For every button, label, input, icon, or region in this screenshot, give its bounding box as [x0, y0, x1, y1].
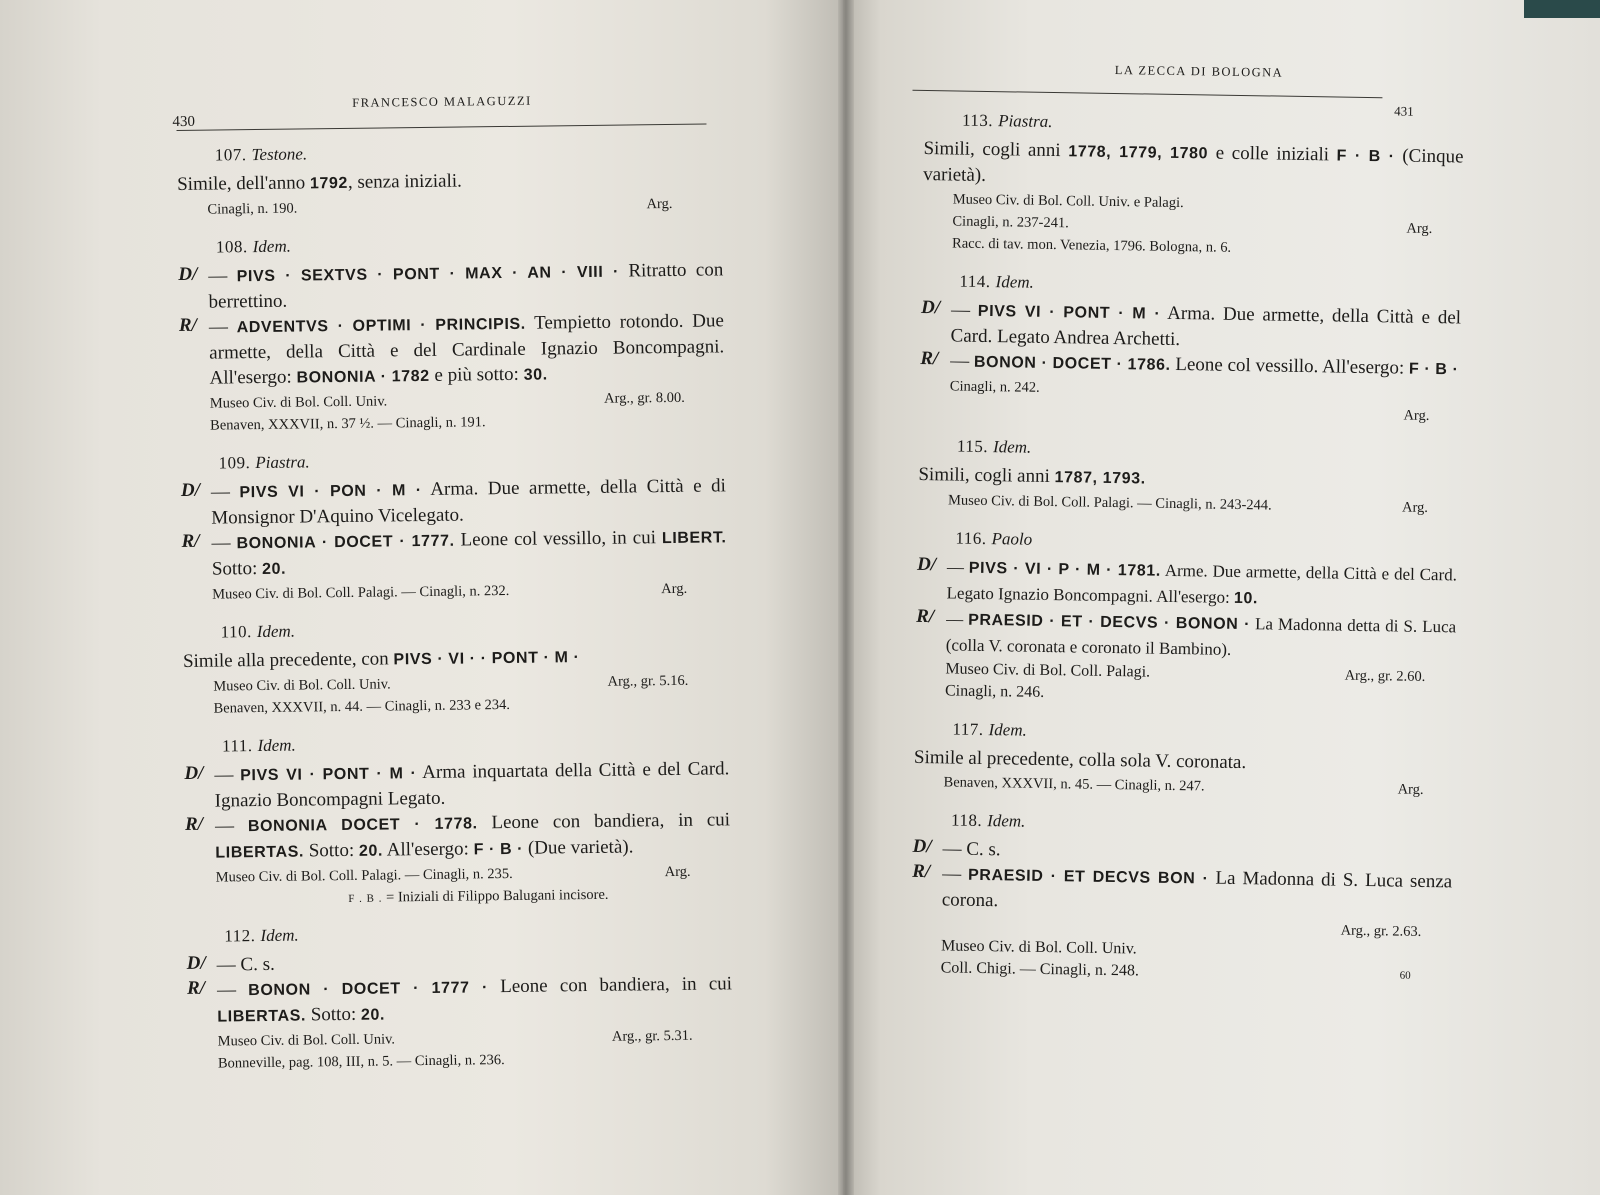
exergue-legend: F · B ·	[473, 840, 524, 859]
reference-text: Cinagli, n. 237-241.	[952, 213, 1069, 232]
entry-number: 118.	[950, 810, 983, 830]
initials-bold: F · B ·	[1336, 147, 1395, 166]
obverse-description: C. s.	[966, 838, 1001, 861]
text-segment: (Due varietà).	[523, 836, 634, 859]
reference-text: Museo Civ. di Bol. Coll. Univ. e Palagi.	[952, 191, 1184, 212]
obverse-symbol: D/	[186, 952, 206, 974]
entry-118	[911, 810, 1454, 986]
obverse-symbol: D/	[920, 296, 941, 319]
reference-text: Museo Civ. di Bol. Coll. Univ.	[940, 937, 1137, 958]
entry-heading	[180, 447, 725, 474]
reverse-line: R/ — ADVENTVS · OPTIMI · PRINCIPIS. Tempietto rotondo. Due armette, della Città e del Cardinale Ignazio Boncompagni. All'esergo: BONONIA · 1782 e più sotto: 30.	[179, 308, 725, 392]
reverse-legend: PRAESID · ET · DECVS · BONON ·	[968, 611, 1251, 634]
entry-heading	[924, 110, 1464, 138]
legend-bold: PIVS · VI · · PONT · M ·	[393, 649, 580, 669]
reference-row	[188, 1047, 733, 1074]
reference-text: Museo Civ. di Bol. Coll. Palagi.	[945, 660, 1151, 681]
value-bold: 20.	[358, 842, 384, 860]
reverse-line: R/ — BONONIA DOCET · 1778. Leone con bandiera, in cui LIBERTAS. Sotto: 20. All'esergo: F · B · (Due varietà).	[185, 807, 731, 866]
reverse-legend: BONON · DOCET · 1777 ·	[248, 979, 489, 1000]
reverse-symbol: R/	[186, 977, 206, 999]
reference-row	[182, 578, 727, 605]
entry-number: 114.	[959, 271, 991, 292]
metal-label: Arg.	[1397, 781, 1424, 798]
signature-mark: 60	[1399, 969, 1411, 982]
reverse-symbol: R/	[181, 530, 200, 552]
entry-117	[913, 719, 1454, 800]
reverse-symbol: R/	[184, 813, 204, 835]
entry-heading	[914, 719, 1454, 747]
exergue-legend: BONONIA · 1782	[296, 367, 430, 387]
reference-row	[186, 861, 731, 888]
reverse-description: Leone col vessillo. All'esergo:	[1175, 353, 1405, 379]
metal-label: Arg., gr. 2.63.	[1340, 922, 1422, 940]
reference-text: Museo Civ. di Bol. Coll. Univ.	[209, 393, 388, 412]
entry-109	[180, 447, 727, 605]
entry-number: 115.	[956, 436, 989, 457]
obverse-symbol: D/	[178, 263, 198, 285]
left-page-number: 430	[172, 113, 196, 131]
exergue-legend: F · B ·	[1408, 360, 1459, 379]
reverse-symbol: R/	[178, 314, 197, 336]
left-running-head	[172, 81, 721, 131]
entry-number: 113.	[961, 110, 994, 131]
entry-number: 107.	[214, 145, 247, 165]
entry-114	[919, 271, 1461, 426]
obverse-line: D/ — C. s.	[912, 835, 1001, 861]
entry-108	[178, 231, 725, 436]
reverse-symbol: R/	[916, 605, 935, 628]
field-legend: LIBERT.	[661, 529, 727, 548]
entry-112	[186, 920, 733, 1074]
obverse-line: D/ — PIVS VI · PONT · M · Arma inquartata della Città e del Card. Ignazio Boncompagni Legato.	[184, 756, 730, 814]
entry-name: Idem.	[252, 236, 292, 257]
reference-text: Museo Civ. di Bol. Coll. Palagi. — Cinagli, n. 243-244.	[947, 492, 1272, 514]
footnote	[226, 885, 731, 908]
obverse-symbol: D/	[916, 553, 937, 576]
right-running-title: LA ZECCA DI BOLOGNA	[1114, 62, 1284, 80]
entry-name: Piastra.	[255, 452, 310, 473]
metal-label: Arg., gr. 5.16.	[607, 672, 689, 690]
entry-115	[918, 436, 1459, 518]
metal-label: Arg.	[1401, 499, 1429, 516]
field-legend: LIBERTAS.	[217, 1007, 307, 1026]
obverse-description: Arma. Due armette, della Città e di Monsignor D'Aquino Vicelegato.	[211, 475, 727, 529]
entry-heading	[183, 616, 728, 643]
entry-number: 109.	[218, 453, 251, 473]
entry-111	[184, 730, 731, 909]
obverse-symbol: D/	[184, 762, 204, 784]
entry-name: Idem.	[992, 437, 1032, 457]
reverse-description: La Madonna di S. Luca senza corona.	[941, 867, 1453, 912]
reference-text: Museo Civ. di Bol. Coll. Univ.	[217, 1031, 396, 1050]
entry-116	[915, 528, 1458, 709]
reference-row	[180, 409, 725, 436]
obverse-legend: PIVS VI · PON · M ·	[239, 482, 422, 502]
entry-text	[183, 642, 728, 675]
reference-text: Benaven, XXXVII, n. 37 ½. — Cinagli, n. 191.	[210, 414, 486, 434]
entry-name: Idem.	[995, 272, 1034, 292]
entry-heading	[177, 139, 722, 166]
entry-number: 116.	[955, 528, 987, 549]
entry-name: Paolo	[991, 529, 1033, 549]
reverse-line: R/ — PRAESID · ET · DECVS · BONON · La Madonna detta di S. Luca (colla V. coronata e coronato il Bambino).	[916, 605, 1457, 659]
entry-heading	[186, 920, 731, 947]
reverse-legend: BONON · DOCET · 1786.	[973, 353, 1171, 374]
reverse-line: R/ — BONON · DOCET · 1786. Leone col vessillo. All'esergo: F · B ·	[920, 347, 1459, 379]
entry-text	[923, 136, 1464, 195]
obverse-line: D/ — PIVS VI · PON · M · Arma. Due armette, della Città e di Monsignor D'Aquino Vicelegato.	[181, 473, 727, 531]
left-page-content	[172, 81, 733, 1074]
right-page-content	[911, 58, 1465, 986]
entry-name: Idem.	[260, 925, 299, 946]
field-legend: LIBERTAS.	[215, 843, 305, 862]
metal-label: Arg.	[1406, 220, 1433, 237]
reverse-symbol: R/	[920, 347, 939, 370]
obverse-line: D/ — PIVS VI · PONT · M · Arma. Due armette, della Città e del Card. Legato Andrea Archetti.	[920, 296, 1462, 351]
reference-text: Museo Civ. di Bol. Coll. Palagi. — Cinagli, n. 232.	[212, 582, 510, 603]
entry-name: Idem.	[256, 621, 296, 642]
text-segment: Simili, cogli anni	[918, 463, 1055, 488]
book-gutter	[838, 0, 854, 1195]
metal-label: Arg., gr. 2.60.	[1344, 667, 1426, 685]
obverse-symbol: D/	[912, 835, 932, 858]
obverse-line: D/ — C. s.	[187, 946, 732, 978]
text-segment: Simile, dell'anno	[177, 172, 311, 195]
text-segment: Sotto:	[305, 1003, 362, 1026]
metal-label: Arg.	[646, 195, 673, 213]
reverse-description: La Madonna detta di S. Luca (colla V. coronata e coronato il Bambino).	[945, 614, 1457, 659]
reference-text: Cinagli, n. 246.	[944, 682, 1045, 701]
reverse-legend: PRAESID · ET DECVS BON ·	[967, 866, 1209, 888]
reverse-line: R/ — BONON · DOCET · 1777 · Leone con bandiera, in cui LIBERTAS. Sotto: 20.	[187, 971, 733, 1030]
entry-name: Idem.	[987, 811, 1026, 831]
reference-text: Racc. di tav. mon. Venezia, 1796. Bologna, n. 6.	[951, 235, 1232, 256]
reverse-description: Leone con bandiera, in cui	[500, 973, 733, 998]
obverse-description: Ritratto con berrettino.	[208, 259, 724, 313]
entry-number: 110.	[220, 622, 252, 642]
reference-text: Benaven, XXXVII, n. 44. — Cinagli, n. 233 e 234.	[213, 696, 511, 717]
entry-name: Testone.	[251, 144, 308, 165]
reverse-line: R/ — BONONIA · DOCET · 1777. Leone col vessillo, in cui LIBERT. Sotto: 20.	[181, 524, 727, 583]
entry-name: Idem.	[257, 735, 296, 756]
reference-row	[177, 193, 722, 220]
metal-label: Arg., gr. 5.31.	[611, 1027, 693, 1045]
footnote-abbr: F . B .	[348, 892, 383, 905]
reference-text: Museo Civ. di Bol. Coll. Palagi. — Cinagli, n. 235.	[215, 865, 513, 886]
value-bold: 30.	[523, 366, 548, 384]
entry-name: Idem.	[988, 720, 1027, 740]
obverse-legend: PIVS VI · PONT · M ·	[240, 765, 417, 785]
value-bold: 20.	[360, 1006, 386, 1024]
footnote-text: = Iniziali di Filippo Balugani incisore.	[386, 886, 609, 906]
metal-label: Arg.	[664, 863, 691, 881]
text-segment: All'esergo:	[382, 838, 474, 861]
metal-label: Arg.	[1403, 407, 1430, 424]
text-segment: Simile alla precedente, con	[182, 648, 394, 672]
right-running-head	[924, 58, 1465, 119]
text-segment: Simile al precedente, colla sola V. coronata.	[913, 746, 1247, 774]
obverse-legend: PIVS · VI · P · M · 1781.	[968, 559, 1162, 580]
reverse-description: Leone col vessillo, in cui	[460, 527, 657, 551]
entry-107	[177, 139, 723, 220]
entry-heading	[178, 231, 723, 258]
reference-text: Museo Civ. di Bol. Coll. Univ.	[213, 676, 391, 695]
reference-text: Cinagli, n. 190.	[207, 200, 298, 218]
entry-number: 117.	[952, 719, 984, 740]
obverse-line: D/ — PIVS · SEXTVS · PONT · MAX · AN · VIII · Ritratto con berrettino.	[178, 257, 724, 315]
exergue-legend: 10.	[1233, 589, 1259, 608]
reference-text: Benaven, XXXVII, n. 45. — Cinagli, n. 247.	[943, 774, 1205, 795]
reverse-description: Tempietto rotondo. Due armette, della Città e del Cardinale Ignazio Boncompagni. All'esergo:	[209, 310, 725, 389]
entry-name: Piastra.	[998, 111, 1053, 132]
left-running-title: FRANCESCO MALAGUZZI	[352, 93, 532, 110]
reverse-description: Leone con bandiera, in cui	[491, 809, 731, 834]
obverse-symbol: D/	[180, 479, 201, 501]
reference-text: Bonneville, pag. 108, III, n. 5. — Cinagli, n. 236.	[217, 1052, 505, 1072]
reverse-line: R/ — PRAESID · ET DECVS BON · La Madonna di S. Luca senza corona.	[912, 860, 1453, 912]
reverse-legend: BONONIA DOCET · 1778.	[247, 815, 478, 836]
text-segment: e colle iniziali	[1207, 142, 1337, 166]
text-segment: Sotto:	[211, 557, 263, 580]
years-bold: 1787, 1793.	[1054, 469, 1146, 488]
entry-heading	[917, 528, 1457, 556]
reference-text: Coll. Chigi. — Cinagli, n. 248.	[940, 959, 1140, 980]
text-segment: (Cinque varietà).	[923, 145, 1464, 186]
metal-label: Arg.	[661, 580, 688, 598]
entry-heading	[913, 810, 1453, 838]
obverse-description: Arma inquartata della Città e del Card. Ignazio Boncompagni Legato.	[214, 758, 730, 812]
right-page-number: 431	[1394, 103, 1414, 119]
text-segment: e più sotto:	[429, 363, 524, 386]
value-bold: 20.	[261, 560, 287, 578]
reverse-symbol: R/	[912, 860, 931, 883]
metal-label: Arg., gr. 8.00.	[604, 389, 685, 407]
entry-heading	[184, 730, 729, 757]
years-bold: 1778, 1779, 1780	[1068, 143, 1209, 163]
entry-text	[177, 165, 722, 198]
obverse-line: D/ — PIVS · VI · P · M · 1781. Arme. Due armette, della Città e del Card. Legato Ignazio Boncompagni. All'esergo: 10.	[916, 553, 1458, 608]
right-header-rule	[912, 90, 1382, 98]
reverse-legend: BONONIA · DOCET · 1777.	[236, 532, 455, 553]
obverse-legend: PIVS VI · PONT · M ·	[977, 302, 1161, 323]
entry-number: 108.	[215, 237, 248, 257]
entry-heading	[919, 436, 1459, 464]
obverse-description: Arma. Due armette, della Città e del Card. Legato Andrea Archetti.	[950, 302, 1462, 351]
obverse-description: Arme. Due armette, della Città e del Card. Legato Ignazio Boncompagni. All'esergo:	[946, 560, 1458, 607]
entry-110	[183, 616, 729, 719]
reference-row	[183, 692, 728, 719]
entry-heading	[921, 271, 1461, 299]
year-bold: 1792	[309, 174, 349, 193]
obverse-legend: PIVS · SEXTVS · PONT · MAX · AN · VIII ·	[236, 263, 620, 286]
text-segment: Simili, cogli anni	[923, 137, 1069, 162]
book-cover-edge	[1524, 0, 1600, 18]
obverse-description: C. s.	[240, 953, 275, 976]
entry-number: 111.	[221, 736, 253, 756]
entry-113	[922, 110, 1464, 261]
reference-text: Cinagli, n. 242.	[949, 378, 1040, 396]
entry-number: 112.	[224, 926, 256, 946]
reverse-legend: ADVENTVS · OPTIMI · PRINCIPIS.	[236, 315, 526, 337]
text-segment: , senza iniziali.	[347, 170, 462, 193]
left-header-rule	[177, 124, 707, 131]
text-segment: Sotto:	[303, 839, 360, 862]
